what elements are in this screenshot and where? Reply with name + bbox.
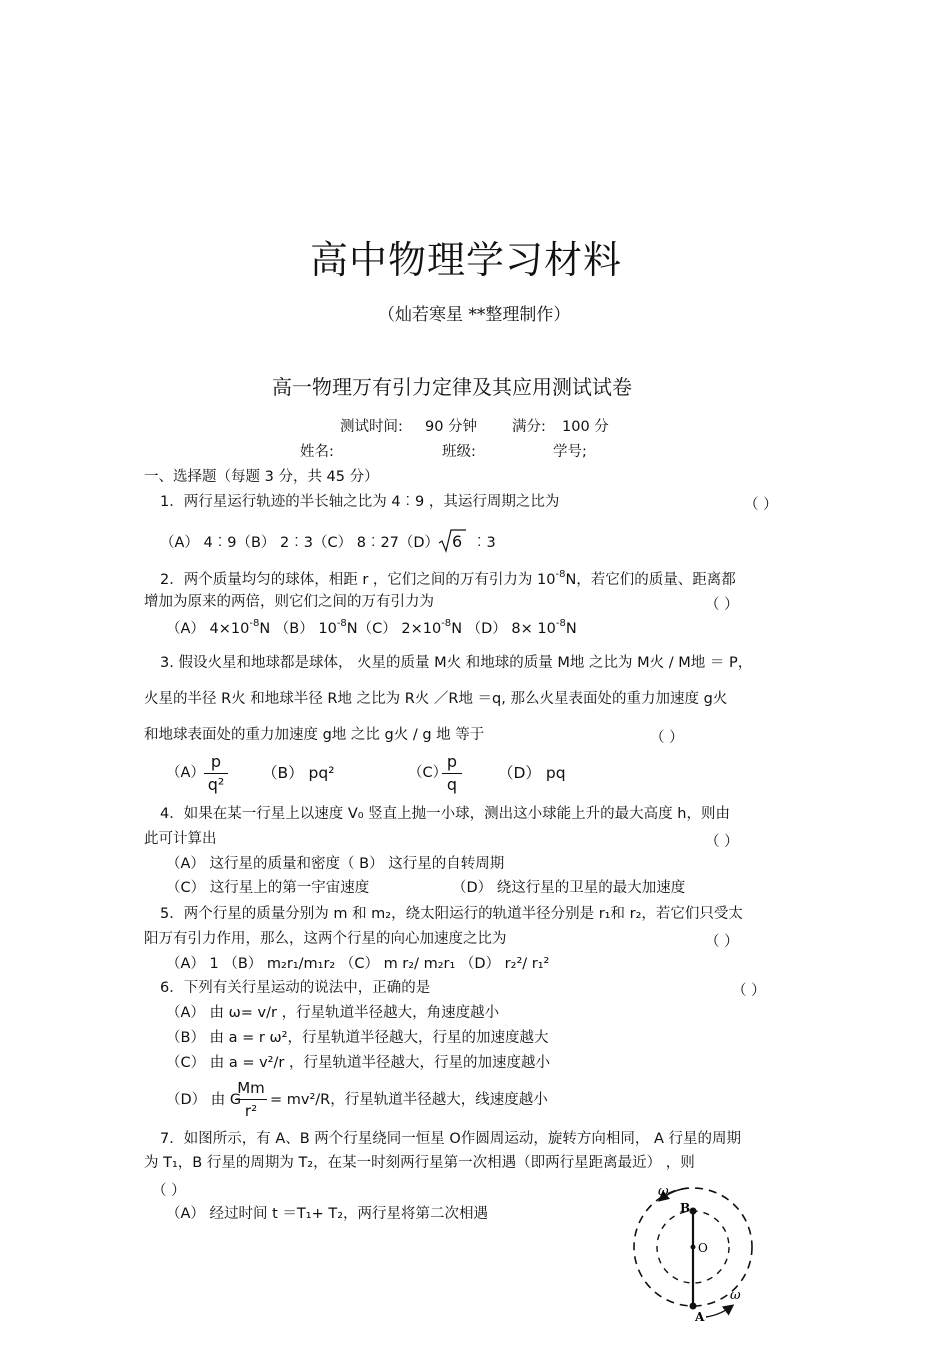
q2-opt-b: N （B） 10 <box>259 621 337 637</box>
q5-options: （A） 1 （B） m₂r₁/m₁r₂ （C） m r₂/ m₂r₁ （D） r₂²/ r₁² <box>166 956 550 972</box>
q3-opt-b: （B） pq² <box>262 764 335 782</box>
document-subtitle: （灿若寒星 **整理制作） <box>378 305 571 325</box>
q1-options: （A） 4︰9（B） 2︰3（C） 8︰27（D） <box>160 535 440 551</box>
q3-opt-c-fraction <box>442 752 462 795</box>
label-a: A <box>695 1310 705 1322</box>
q2-opt-d-exp: -8 <box>555 618 566 629</box>
q6-opt-d-fraction <box>235 1078 267 1121</box>
omega-top-label: ω <box>658 1184 669 1199</box>
id-label: 学号; <box>553 444 587 460</box>
star-o <box>691 1245 696 1250</box>
q1-sqrt-value: 6 <box>452 532 463 551</box>
q3-opt-a-den: q² <box>207 775 225 794</box>
exam-title: 高一物理万有引力定律及其应用测试试卷 <box>272 375 632 399</box>
q2-opt-a: （A） 4×10 <box>166 621 250 637</box>
planet-b <box>690 1208 697 1215</box>
q7-answer-paren: （ ） <box>152 1183 186 1199</box>
q6-opt-d-num: Mm <box>237 1079 265 1097</box>
q3-line2: 火星的半径 R火 和地球半径 R地 之比为 R火 ／R地 ＝q, 那么火星表面处的重力加速度 g火 <box>144 691 728 707</box>
q2-opt-c: N（C） 2×10 <box>346 621 442 637</box>
q4-line1: 4．如果在某一行星上以速度 V₀ 竖直上抛一小球，测出这小球能上升的最大高度 h，则由 <box>160 806 730 822</box>
q7-line2: 为 T₁，B 行星的周期为 T₂，在某一时刻两行星第一次相遇（即两行星距离最近） ，则 <box>144 1155 695 1171</box>
planet-a <box>690 1303 697 1310</box>
q3-opt-a: （A） <box>166 765 205 781</box>
time-label: 测试时间: <box>340 419 403 435</box>
q1-answer-paren: （ ） <box>744 497 778 513</box>
fraction-bar <box>204 773 228 774</box>
q2-opt-a-exp: -8 <box>249 618 260 629</box>
q4-line2: 此可计算出 <box>144 831 217 847</box>
q7-line1: 7．如图所示，有 A、B 两个行星绕同一恒星 O作圆周运动，旋转方向相同， A 行星的周期 <box>160 1131 741 1147</box>
q3-opt-a-num: p <box>210 752 222 771</box>
arrow-a <box>706 1306 732 1317</box>
q2-answer-paren: （ ） <box>705 597 739 613</box>
score-label: 满分: <box>512 419 546 435</box>
q1-options-tail: ︰3 <box>472 535 496 551</box>
q2-line1-tail: N，若它们的质量、距离都 <box>565 572 736 588</box>
q5-line1: 5．两个行星的质量分别为 m 和 m₂，绕太阳运行的轨道半径分别是 r₁和 r₂，若它们只受太 <box>160 906 743 922</box>
q2-line1 <box>160 571 736 591</box>
fraction-bar <box>442 773 462 774</box>
q2-line2: 增加为原来的两倍，则它们之间的万有引力为 <box>144 594 434 610</box>
q3-answer-paren: （ ） <box>650 730 684 746</box>
q2-exponent: -8 <box>555 569 566 580</box>
section-heading: 一、选择题（每题 3 分，共 45 分） <box>144 469 379 485</box>
q4-opt-ab: （A） 这行星的质量和密度（ B） 这行星的自转周期 <box>166 856 505 872</box>
q2-opt-c-exp: -8 <box>441 618 452 629</box>
q6-opt-d-pre: （D） 由 G <box>166 1092 242 1108</box>
q6-opt-a: （A） 由 ω= v/r ，行星轨道半径越大，角速度越小 <box>166 1005 500 1021</box>
q5-line2: 阳万有引力作用，那么，这两个行星的向心加速度之比为 <box>144 931 507 947</box>
q6-opt-b: （B） 由 a = r ω²，行星轨道半径越大，行星的加速度越大 <box>166 1030 549 1046</box>
q3-opt-c-den: q <box>446 775 458 794</box>
q3-line1: 3. 假设火星和地球都是球体， 火星的质量 M火 和地球的质量 M地 之比为 M火 / M地 ＝ P， <box>160 655 753 671</box>
label-b: B <box>680 1201 691 1215</box>
q2-opt-d: N （D） 8× 10 <box>451 621 556 637</box>
q4-answer-paren: （ ） <box>705 834 739 850</box>
fraction-bar <box>235 1099 267 1100</box>
q2-opt-end: N <box>565 621 577 637</box>
q7-opt-a: （A） 经过时间 t ＝T₁+ T₂，两行星将第二次相遇 <box>166 1206 489 1222</box>
q6-opt-c: （C） 由 a = v²/r ，行星轨道半径越大，行星的加速度越小 <box>166 1055 550 1071</box>
q3-opt-a-fraction <box>204 752 228 795</box>
score-value: 100 分 <box>562 419 609 435</box>
label-o: O <box>698 1241 708 1255</box>
q3-opt-c: （C） <box>408 765 448 781</box>
q3-line3: 和地球表面处的重力加速度 g地 之比 g火 / g 地 等于 <box>144 727 485 743</box>
name-label: 姓名: <box>300 444 334 460</box>
q1-stem: 1．两行星运行轨迹的半长轴之比为 4︰9 ，其运行周期之比为 <box>160 494 560 510</box>
class-label: 班级: <box>442 444 476 460</box>
q6-answer-paren: （ ） <box>732 983 766 999</box>
q6-opt-d-post: = mv²/R，行星轨道半径越大，线速度越小 <box>270 1092 548 1108</box>
q5-answer-paren: （ ） <box>705 934 739 950</box>
q6-stem: 6．下列有关行星运动的说法中，正确的是 <box>160 980 431 996</box>
q3-opt-c-num: p <box>446 752 458 771</box>
q2-opt-b-exp: -8 <box>336 618 347 629</box>
q2-line1-text: 2．两个质量均匀的球体，相距 r ，它们之间的万有引力为 10 <box>160 572 556 588</box>
q3-opt-d: （D） pq <box>498 764 566 782</box>
omega-bottom-label: ω <box>730 1288 741 1303</box>
orbit-diagram <box>620 1172 770 1322</box>
time-value: 90 分钟 <box>425 419 478 435</box>
q2-options <box>166 620 577 640</box>
q4-opt-d: （D） 绕这行星的卫星的最大加速度 <box>452 880 686 896</box>
q4-opt-c: （C） 这行星上的第一宇宙速度 <box>166 880 370 896</box>
q6-opt-d-den: r² <box>244 1102 258 1120</box>
document-title: 高中物理学习材料 <box>310 238 623 282</box>
